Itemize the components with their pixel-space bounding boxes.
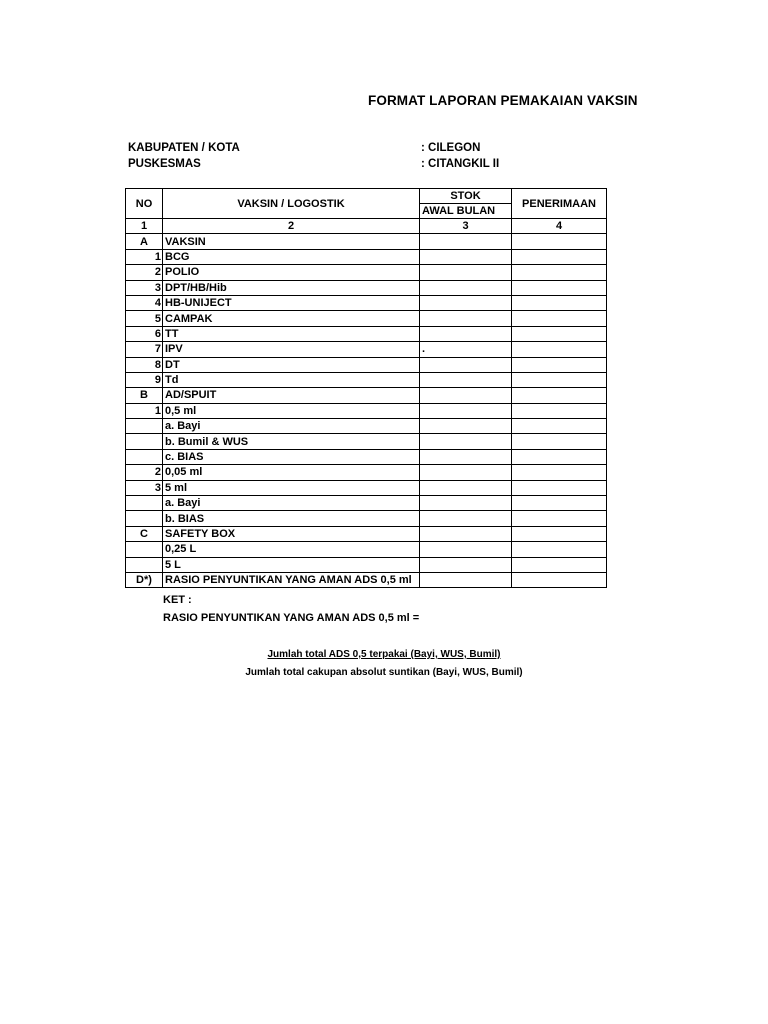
- row-penerimaan: [512, 449, 607, 464]
- row-stok-awal: [420, 496, 512, 511]
- row-item: b. Bumil & WUS: [163, 434, 420, 449]
- row-penerimaan: [512, 526, 607, 541]
- col-number: 2: [163, 219, 420, 234]
- table-row: [126, 249, 607, 264]
- row-item: DPT/HB/Hib: [163, 280, 420, 295]
- row-item: VAKSIN: [163, 234, 420, 249]
- table-row: [126, 542, 607, 557]
- row-penerimaan: [512, 542, 607, 557]
- row-number: [126, 449, 163, 464]
- row-penerimaan: [512, 465, 607, 480]
- row-stok-awal: [420, 480, 512, 495]
- row-stok-awal: [420, 434, 512, 449]
- row-stok-awal: [420, 295, 512, 310]
- ket-label: KET :: [163, 594, 192, 606]
- table-row: [126, 572, 607, 587]
- rasio-label: RASIO PENYUNTIKAN YANG AMAN ADS 0,5 ml =: [163, 612, 420, 624]
- row-item: b. BIAS: [163, 511, 420, 526]
- row-stok-awal: [420, 465, 512, 480]
- table-row: [126, 557, 607, 572]
- row-penerimaan: [512, 280, 607, 295]
- row-penerimaan: [512, 388, 607, 403]
- row-stok-awal: [420, 280, 512, 295]
- row-stok-awal: [420, 449, 512, 464]
- puskesmas-label: PUSKESMAS: [128, 158, 201, 170]
- table-row: [126, 480, 607, 495]
- report-body: [126, 234, 607, 588]
- table-row: [126, 496, 607, 511]
- row-penerimaan: [512, 295, 607, 310]
- row-item: TT: [163, 326, 420, 341]
- row-number: D*): [126, 572, 163, 587]
- row-number: 7: [126, 342, 163, 357]
- page-title: FORMAT LAPORAN PEMAKAIAN VAKSIN: [368, 93, 638, 108]
- kabupaten-value: : CILEGON: [421, 142, 481, 154]
- row-item: a. Bayi: [163, 496, 420, 511]
- row-penerimaan: [512, 372, 607, 387]
- col-number: 3: [420, 219, 512, 234]
- header-row: [126, 189, 607, 204]
- row-penerimaan: [512, 511, 607, 526]
- row-penerimaan: [512, 572, 607, 587]
- table-row: [126, 280, 607, 295]
- row-penerimaan: [512, 234, 607, 249]
- col-number: 4: [512, 219, 607, 234]
- table-row: [126, 465, 607, 480]
- row-item: 5 ml: [163, 480, 420, 495]
- row-number: 4: [126, 295, 163, 310]
- row-number: 8: [126, 357, 163, 372]
- row-stok-awal: .: [420, 342, 512, 357]
- row-stok-awal: [420, 419, 512, 434]
- table-row: [126, 419, 607, 434]
- row-item: 0,25 L: [163, 542, 420, 557]
- row-item: IPV: [163, 342, 420, 357]
- table-row: [126, 326, 607, 341]
- row-item: BCG: [163, 249, 420, 264]
- row-penerimaan: [512, 357, 607, 372]
- row-number: 1: [126, 403, 163, 418]
- row-item: a. Bayi: [163, 419, 420, 434]
- header-stok: STOK: [420, 189, 512, 204]
- row-item: c. BIAS: [163, 449, 420, 464]
- row-number: C: [126, 526, 163, 541]
- row-penerimaan: [512, 311, 607, 326]
- row-stok-awal: [420, 326, 512, 341]
- formula-denominator: Jumlah total cakupan absolut suntikan (Bayi, WUS, Bumil): [245, 667, 523, 678]
- table-row: [126, 403, 607, 418]
- table-row: [126, 295, 607, 310]
- row-stok-awal: [420, 542, 512, 557]
- row-number: [126, 434, 163, 449]
- row-penerimaan: [512, 326, 607, 341]
- table-row: [126, 434, 607, 449]
- table-row: [126, 388, 607, 403]
- row-item: Td: [163, 372, 420, 387]
- title-container: [368, 93, 638, 115]
- row-number: A: [126, 234, 163, 249]
- row-item: 0,5 ml: [163, 403, 420, 418]
- row-penerimaan: [512, 249, 607, 264]
- row-number: [126, 496, 163, 511]
- row-item: CAMPAK: [163, 311, 420, 326]
- formula-numerator: Jumlah total ADS 0,5 terpakai (Bayi, WUS, Bumil): [267, 649, 501, 660]
- row-item: 0,05 ml: [163, 465, 420, 480]
- row-number: 5: [126, 311, 163, 326]
- row-item: RASIO PENYUNTIKAN YANG AMAN ADS 0,5 ml: [163, 572, 420, 587]
- row-penerimaan: [512, 342, 607, 357]
- row-number: 3: [126, 480, 163, 495]
- header-no: NO: [126, 189, 163, 219]
- row-number: [126, 419, 163, 434]
- row-item: AD/SPUIT: [163, 388, 420, 403]
- table-row: [126, 449, 607, 464]
- row-stok-awal: [420, 372, 512, 387]
- row-number: [126, 542, 163, 557]
- row-stok-awal: [420, 572, 512, 587]
- row-number: 9: [126, 372, 163, 387]
- table-row: [126, 526, 607, 541]
- row-number: 2: [126, 465, 163, 480]
- header-awal-bulan: AWAL BULAN: [420, 204, 512, 219]
- column-number-row: [126, 219, 607, 234]
- row-stok-awal: [420, 249, 512, 264]
- row-item: 5 L: [163, 557, 420, 572]
- header-vaksin: VAKSIN / LOGOSTIK: [163, 189, 420, 219]
- col-number: 1: [126, 219, 163, 234]
- row-stok-awal: [420, 311, 512, 326]
- table-row: [126, 265, 607, 280]
- kabupaten-label: KABUPATEN / KOTA: [128, 142, 240, 154]
- row-number: 6: [126, 326, 163, 341]
- row-penerimaan: [512, 265, 607, 280]
- row-number: B: [126, 388, 163, 403]
- header-penerimaan: PENERIMAAN: [512, 189, 607, 219]
- puskesmas-value: : CITANGKIL II: [421, 158, 500, 170]
- row-penerimaan: [512, 403, 607, 418]
- row-stok-awal: [420, 388, 512, 403]
- row-item: POLIO: [163, 265, 420, 280]
- table-row: [126, 342, 607, 357]
- row-penerimaan: [512, 496, 607, 511]
- row-stok-awal: [420, 357, 512, 372]
- row-stok-awal: [420, 557, 512, 572]
- row-number: [126, 557, 163, 572]
- row-stok-awal: [420, 265, 512, 280]
- row-number: 2: [126, 265, 163, 280]
- row-item: DT: [163, 357, 420, 372]
- row-penerimaan: [512, 480, 607, 495]
- row-penerimaan: [512, 419, 607, 434]
- row-stok-awal: [420, 403, 512, 418]
- row-item: SAFETY BOX: [163, 526, 420, 541]
- report-table: [125, 188, 607, 588]
- row-number: 3: [126, 280, 163, 295]
- row-stok-awal: [420, 511, 512, 526]
- row-number: [126, 511, 163, 526]
- table-row: [126, 234, 607, 249]
- row-stok-awal: [420, 234, 512, 249]
- row-item: HB-UNIJECT: [163, 295, 420, 310]
- table-row: [126, 357, 607, 372]
- row-number: 1: [126, 249, 163, 264]
- table-row: [126, 511, 607, 526]
- row-stok-awal: [420, 526, 512, 541]
- row-penerimaan: [512, 557, 607, 572]
- row-penerimaan: [512, 434, 607, 449]
- table-row: [126, 311, 607, 326]
- table-row: [126, 372, 607, 387]
